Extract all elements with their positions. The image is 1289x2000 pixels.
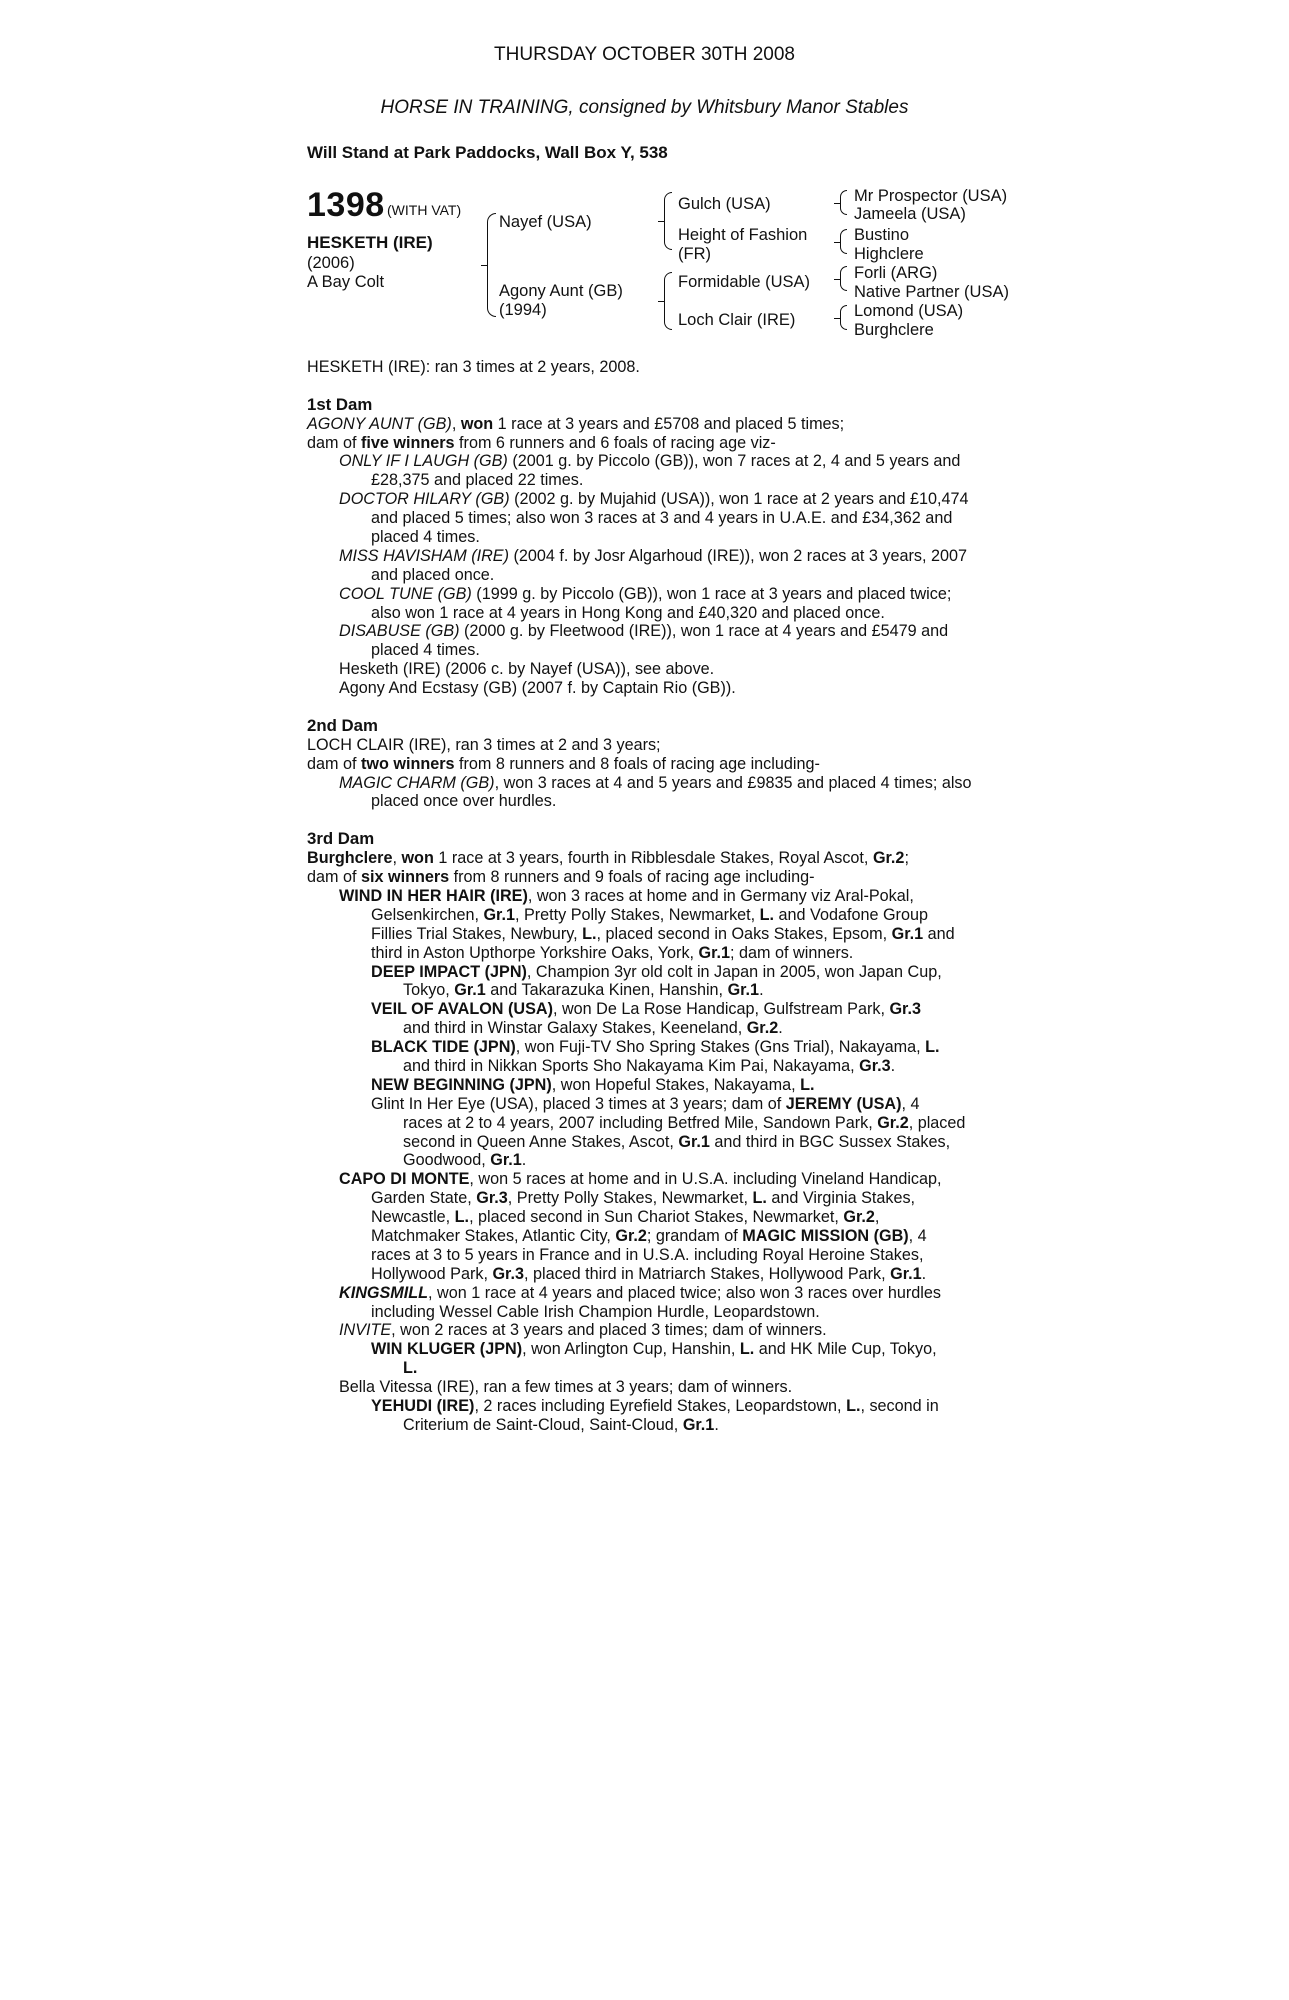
pedigree-dam: Agony Aunt (GB)	[499, 282, 623, 300]
pedigree-text-line: Goodwood, Gr.1.	[403, 1151, 527, 1170]
pedigree-text-line: also won 1 race at 4 years in Hong Kong and £40,320 and placed once.	[371, 603, 885, 622]
consignment-line: HORSE IN TRAINING, consigned by Whitsbury Manor Stables	[380, 97, 909, 118]
pedigree-g3-1: Mr Prospector (USA)	[854, 187, 1008, 205]
pedigree-text-line: MISS HAVISHAM (IRE) (2004 f. by Josr Algarhoud (IRE)), won 2 races at 3 years, 2007	[339, 546, 967, 565]
pedigree-g3-4: Highclere	[854, 245, 924, 263]
pedigree-text-line: COOL TUNE (GB) (1999 g. by Piccolo (GB)), won 1 race at 3 years and placed twice;	[339, 584, 952, 603]
pedigree-g3-5: Forli (ARG)	[854, 264, 938, 282]
pedigree-text-line: BLACK TIDE (JPN), won Fuji-TV Sho Spring Stakes (Gns Trial), Nakayama, L.	[371, 1038, 940, 1057]
pedigree-text-line: Criterium de Saint-Cloud, Saint-Cloud, Gr.1.	[403, 1415, 719, 1434]
pedigree-text-line: Tokyo, Gr.1 and Takarazuka Kinen, Hanshin, Gr.1.	[403, 981, 764, 1000]
pedigree-text-line: including Wessel Cable Irish Champion Hurdle, Leopardstown.	[371, 1302, 820, 1321]
pedigree-text-line: races at 2 to 4 years, 2007 including Betfred Mile, Sandown Park, Gr.2, placed	[403, 1113, 966, 1132]
pedigree-brace-g2	[840, 229, 847, 254]
pedigree-text-line: AGONY AUNT (GB), won 1 race at 3 years and £5708 and placed 5 times;	[307, 414, 845, 433]
third-dam-section	[307, 849, 1007, 1435]
pedigree-sire-sire: Gulch (USA)	[678, 195, 771, 213]
pedigree-g3-8: Burghclere	[854, 321, 934, 339]
third-dam-heading: 3rd Dam	[307, 829, 375, 849]
pedigree-brace-g4	[840, 305, 847, 330]
pedigree-text-line: placed 4 times.	[371, 641, 480, 660]
first-dam-heading: 1st Dam	[307, 394, 373, 414]
pedigree-text-line: £28,375 and placed 22 times.	[371, 471, 584, 490]
horse-description: A Bay Colt	[307, 273, 385, 291]
pedigree-text-line: Hollywood Park, Gr.3, placed third in Matriarch Stakes, Hollywood Park, Gr.1.	[371, 1264, 927, 1283]
pedigree-text-line: WIN KLUGER (JPN), won Arlington Cup, Hanshin, L. and HK Mile Cup, Tokyo,	[371, 1340, 937, 1359]
pedigree-text-line: YEHUDI (IRE), 2 races including Eyrefield Stakes, Leopardstown, L., second in	[371, 1396, 939, 1415]
pedigree-text-line: and placed 5 times; also won 3 races at 3 and 4 years in U.A.E. and £34,362 and	[371, 509, 953, 528]
pedigree-text-line: MAGIC CHARM (GB), won 3 races at 4 and 5 years and £9835 and placed 4 times; also	[339, 773, 972, 792]
pedigree-text-line: Gelsenkirchen, Gr.1, Pretty Polly Stakes, Newmarket, L. and Vodafone Group	[371, 905, 928, 924]
pedigree-text-line: VEIL OF AVALON (USA), won De La Rose Handicap, Gulfstream Park, Gr.3	[371, 1000, 921, 1019]
pedigree-dam-year: (1994)	[499, 301, 547, 319]
pedigree-g3-6: Native Partner (USA)	[854, 283, 1009, 301]
vat-label: (WITH VAT)	[387, 202, 462, 218]
pedigree-brace-g3	[840, 266, 847, 291]
second-dam-heading: 2nd Dam	[307, 715, 378, 735]
pedigree-text-line: Matchmaker Stakes, Atlantic City, Gr.2; grandam of MAGIC MISSION (GB), 4	[371, 1226, 927, 1245]
pedigree-brace-g1	[840, 190, 847, 215]
pedigree-sire-dam: Height of Fashion	[678, 226, 808, 244]
pedigree-text-line: WIND IN HER HAIR (IRE), won 3 races at home and in Germany viz Aral-Pokal,	[339, 886, 914, 905]
pedigree-g3-3: Bustino	[854, 226, 910, 244]
foaling-year: (2006)	[307, 254, 355, 272]
pedigree-text-line: Fillies Trial Stakes, Newbury, L., placed second in Oaks Stakes, Epsom, Gr.1 and	[371, 924, 955, 943]
pedigree-text-line: and third in Nikkan Sports Sho Nakayama Kim Pai, Nakayama, Gr.3.	[403, 1056, 896, 1075]
pedigree-g3-7: Lomond (USA)	[854, 302, 964, 320]
pedigree-text-line: third in Aston Upthorpe Yorkshire Oaks, York, Gr.1; dam of winners.	[371, 943, 854, 962]
pedigree-dam-sire: Formidable (USA)	[678, 273, 811, 291]
first-dam-section	[307, 415, 1007, 698]
pedigree-dam-dam: Loch Clair (IRE)	[678, 311, 796, 329]
pedigree-text-line: LOCH CLAIR (IRE), ran 3 times at 2 and 3 years;	[307, 735, 661, 754]
pedigree-brace-sire	[664, 192, 672, 250]
pedigree-text-line: second in Queen Anne Stakes, Ascot, Gr.1 and third in BGC Sussex Stakes,	[403, 1132, 951, 1151]
pedigree-text-line: Bella Vitessa (IRE), ran a few times at 3 years; dam of winners.	[339, 1378, 793, 1397]
pedigree-text-line: ONLY IF I LAUGH (GB) (2001 g. by Piccolo (GB)), won 7 races at 2, 4 and 5 years and	[339, 452, 961, 471]
lot-number: 1398	[307, 186, 385, 224]
pedigree-text-line: placed once over hurdles.	[371, 792, 557, 811]
pedigree-text-line: Garden State, Gr.3, Pretty Polly Stakes, Newmarket, L. and Virginia Stakes,	[371, 1189, 916, 1208]
pedigree-text-line: Newcastle, L., placed second in Sun Chariot Stakes, Newmarket, Gr.2,	[371, 1208, 880, 1227]
pedigree-text-line: L.	[403, 1359, 418, 1378]
pedigree-g3-2: Jameela (USA)	[854, 205, 966, 223]
pedigree-sire-dam-country: (FR)	[678, 245, 711, 263]
pedigree-text-line: dam of six winners from 8 runners and 9 foals of racing age including-	[307, 868, 815, 887]
pedigree-text-line: DOCTOR HILARY (GB) (2002 g. by Mujahid (USA)), won 1 race at 2 years and £10,474	[339, 490, 969, 509]
pedigree-text-line: KINGSMILL, won 1 race at 4 years and placed twice; also won 3 races over hurdles	[339, 1283, 941, 1302]
pedigree-text-line: placed 4 times.	[371, 528, 480, 547]
catalogue-body	[307, 358, 1007, 1435]
second-dam-section	[307, 736, 1007, 812]
pedigree-text-line: and third in Winstar Galaxy Stakes, Keeneland, Gr.2.	[403, 1019, 783, 1038]
pedigree-text-line: DEEP IMPACT (JPN), Champion 3yr old colt in Japan in 2005, won Japan Cup,	[371, 962, 942, 981]
pedigree-text-line: dam of two winners from 8 runners and 8 foals of racing age including-	[307, 754, 820, 773]
stand-location: Will Stand at Park Paddocks, Wall Box Y, 538	[307, 143, 668, 162]
sale-date: THURSDAY OCTOBER 30TH 2008	[494, 44, 795, 65]
pedigree-text-line: races at 3 to 5 years in France and in U.S.A. including Royal Heroine Stakes,	[371, 1245, 924, 1264]
pedigree-text-line: NEW BEGINNING (JPN), won Hopeful Stakes, Nakayama, L.	[371, 1075, 815, 1094]
horse-name: HESKETH (IRE)	[307, 233, 433, 252]
pedigree-text-line: Agony And Ecstasy (GB) (2007 f. by Captain Rio (GB)).	[339, 679, 736, 698]
pedigree-sire: Nayef (USA)	[499, 213, 592, 231]
pedigree-text-line: DISABUSE (GB) (2000 g. by Fleetwood (IRE)), won 1 race at 4 years and £5479 and	[339, 622, 949, 641]
pedigree-text-line: Glint In Her Eye (USA), placed 3 times at 3 years; dam of JEREMY (USA), 4	[371, 1094, 920, 1113]
pedigree-brace-dam	[664, 272, 672, 330]
pedigree-brace-main	[487, 213, 496, 317]
pedigree-text-line: CAPO DI MONTE, won 5 races at home and in U.S.A. including Vineland Handicap,	[339, 1170, 942, 1189]
pedigree-text-line: and placed once.	[371, 565, 495, 584]
pedigree-text-line: INVITE, won 2 races at 3 years and placed 3 times; dam of winners.	[339, 1321, 827, 1340]
race-summary: HESKETH (IRE): ran 3 times at 2 years, 2008.	[307, 358, 640, 376]
pedigree-text-line: dam of five winners from 6 runners and 6 foals of racing age viz-	[307, 433, 776, 452]
pedigree-text-line: Hesketh (IRE) (2006 c. by Nayef (USA)), see above.	[339, 660, 715, 679]
pedigree-text-line: Burghclere, won 1 race at 3 years, fourth in Ribblesdale Stakes, Royal Ascot, Gr.2;	[307, 849, 909, 868]
